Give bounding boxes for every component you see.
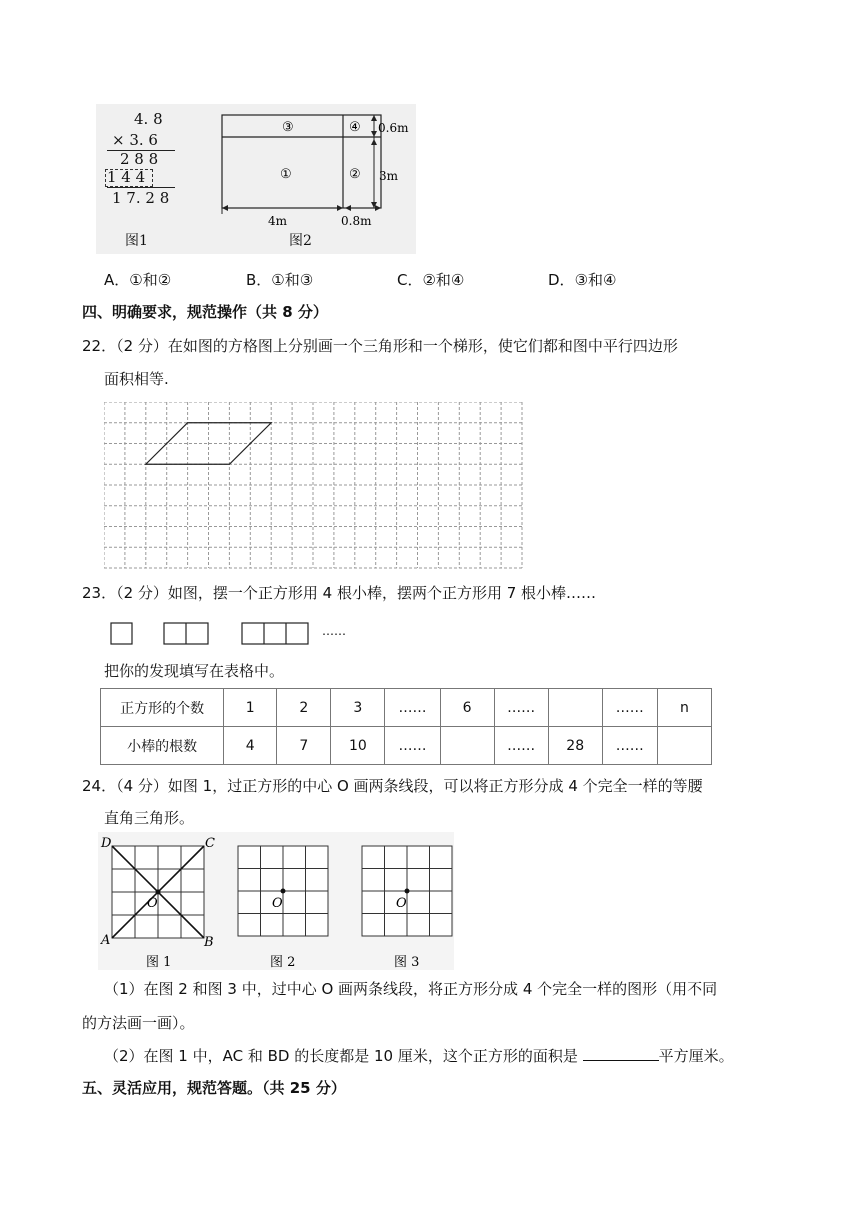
q24-fig1 <box>98 832 228 972</box>
table-cell: …… <box>602 727 657 765</box>
option-a[interactable] <box>104 269 171 290</box>
arrow-right-end <box>375 205 381 211</box>
label-o: O <box>396 896 407 911</box>
table-cell: …… <box>494 689 548 727</box>
label-d: D <box>101 836 112 851</box>
table-cell: 28 <box>548 727 602 765</box>
label-region-3: ③ <box>282 120 294 135</box>
option-d[interactable] <box>548 269 616 290</box>
arrow-right-mid <box>337 205 343 211</box>
caption-fig1-top: 图1 <box>125 233 148 249</box>
label-o: O <box>147 896 158 911</box>
option-c-text: ②和④ <box>422 271 465 289</box>
q23-instruction: 把你的发现填写在表格中。 <box>104 662 285 680</box>
answer-blank[interactable] <box>583 1046 659 1061</box>
caption-fig1: 图 1 <box>146 955 172 970</box>
arrow-left-bottom <box>222 205 228 211</box>
partial-product-1: 2 8 8 <box>120 150 159 168</box>
q24-sub2-text: （2）在图 1 中，AC 和 BD 的长度都是 10 厘米，这个正方形的面积是 <box>104 1047 583 1065</box>
q24-line2: 直角三角形。 <box>104 809 195 827</box>
table-cell: n <box>657 689 711 727</box>
label-b: B <box>204 935 214 950</box>
option-c-letter: C． <box>397 271 423 289</box>
label-a: A <box>101 933 111 948</box>
label-o: O <box>272 896 283 911</box>
dim-label-4m: 4m <box>268 214 288 228</box>
table-cell: 3 <box>331 689 385 727</box>
q22-grid <box>104 402 524 570</box>
table-cell: …… <box>494 727 548 765</box>
q24-line1: 24．（4 分）如图 1，过正方形的中心 O 画两条线段，可以将正方形分成 4 个完全一样的等腰 <box>82 777 703 795</box>
grid-lines <box>104 402 522 568</box>
table-answer-cell[interactable] <box>440 727 494 765</box>
q23-dots: …… <box>322 624 346 638</box>
three-squares <box>242 623 308 644</box>
option-a-text: ①和② <box>129 271 172 289</box>
table-cell: 小棒的根数 <box>101 727 224 765</box>
table-cell: 4 <box>224 727 277 765</box>
q24-fig3 <box>348 832 464 972</box>
caption-fig3: 图 3 <box>394 955 420 970</box>
dim-label-0-6m: 0.6m <box>378 121 409 135</box>
q22-line2: 面积相等. <box>104 370 169 388</box>
label-region-1: ① <box>280 167 292 182</box>
section-4-title: 四、明确要求，规范操作（共 8 分） <box>82 303 328 321</box>
table-cell: 7 <box>277 727 331 765</box>
option-d-letter: D． <box>548 271 575 289</box>
table-cell: …… <box>385 727 440 765</box>
table-row <box>101 689 712 727</box>
table-cell: 正方形的个数 <box>101 689 224 727</box>
arrow-up-mid <box>371 139 377 145</box>
multiplication-line2: × 3. 6 <box>112 131 158 149</box>
multiplication-result: 1 7. 2 8 <box>112 189 170 207</box>
one-square <box>111 623 132 644</box>
section-5-title: 五、灵活应用，规范答题。（共 25 分） <box>82 1079 346 1097</box>
q24-fig2 <box>224 832 340 972</box>
caption-fig2-top: 图2 <box>289 233 312 249</box>
option-d-text: ③和④ <box>574 271 617 289</box>
multiplication-rule-2 <box>107 187 175 188</box>
q24-sub2-unit: 平方厘米。 <box>658 1047 734 1065</box>
table-answer-cell[interactable] <box>657 727 711 765</box>
center-point <box>156 890 161 895</box>
table-cell: …… <box>385 689 440 727</box>
label-region-2: ② <box>349 167 361 182</box>
q23-line1: 23．（2 分）如图，摆一个正方形用 4 根小棒，摆两个正方形用 7 根小棒…… <box>82 584 597 602</box>
option-c[interactable] <box>397 269 464 290</box>
partial-product-2: 1 4 4 <box>107 168 146 186</box>
q24-sub2 <box>104 1045 734 1066</box>
q24-sub1-line2: 的方法画一画）。 <box>82 1014 195 1032</box>
arrow-down-top <box>371 131 377 137</box>
center-point <box>281 889 286 894</box>
caption-fig2: 图 2 <box>270 955 296 970</box>
label-c: C <box>205 836 215 851</box>
table-cell: 6 <box>440 689 494 727</box>
q23-table <box>100 688 712 765</box>
option-b[interactable] <box>246 269 313 290</box>
option-a-letter: A． <box>104 271 130 289</box>
q22-line1: 22．（2 分）在如图的方格图上分别画一个三角形和一个梯形，使它们都和图中平行四边形 <box>82 337 678 355</box>
table-cell: 10 <box>331 727 385 765</box>
dim-label-3m: 3m <box>379 169 399 183</box>
rectangle-diagram <box>210 108 410 233</box>
multiplication-line1: 4. 8 <box>134 110 163 128</box>
option-b-text: ①和③ <box>271 271 314 289</box>
arrow-up-top <box>371 115 377 121</box>
dim-label-0-8m: 0.8m <box>341 214 372 228</box>
table-cell: 2 <box>277 689 331 727</box>
table-answer-cell[interactable] <box>548 689 602 727</box>
arrow-left-mid <box>345 205 351 211</box>
table-cell: 1 <box>224 689 277 727</box>
table-row <box>101 727 712 765</box>
option-b-letter: B． <box>246 271 272 289</box>
q24-sub1-line1: （1）在图 2 和图 3 中，过中心 O 画两条线段，将正方形分成 4 个完全一样的图形（用不同 <box>104 980 718 998</box>
center-point <box>405 889 410 894</box>
label-region-4: ④ <box>349 120 361 135</box>
table-cell: …… <box>602 689 657 727</box>
